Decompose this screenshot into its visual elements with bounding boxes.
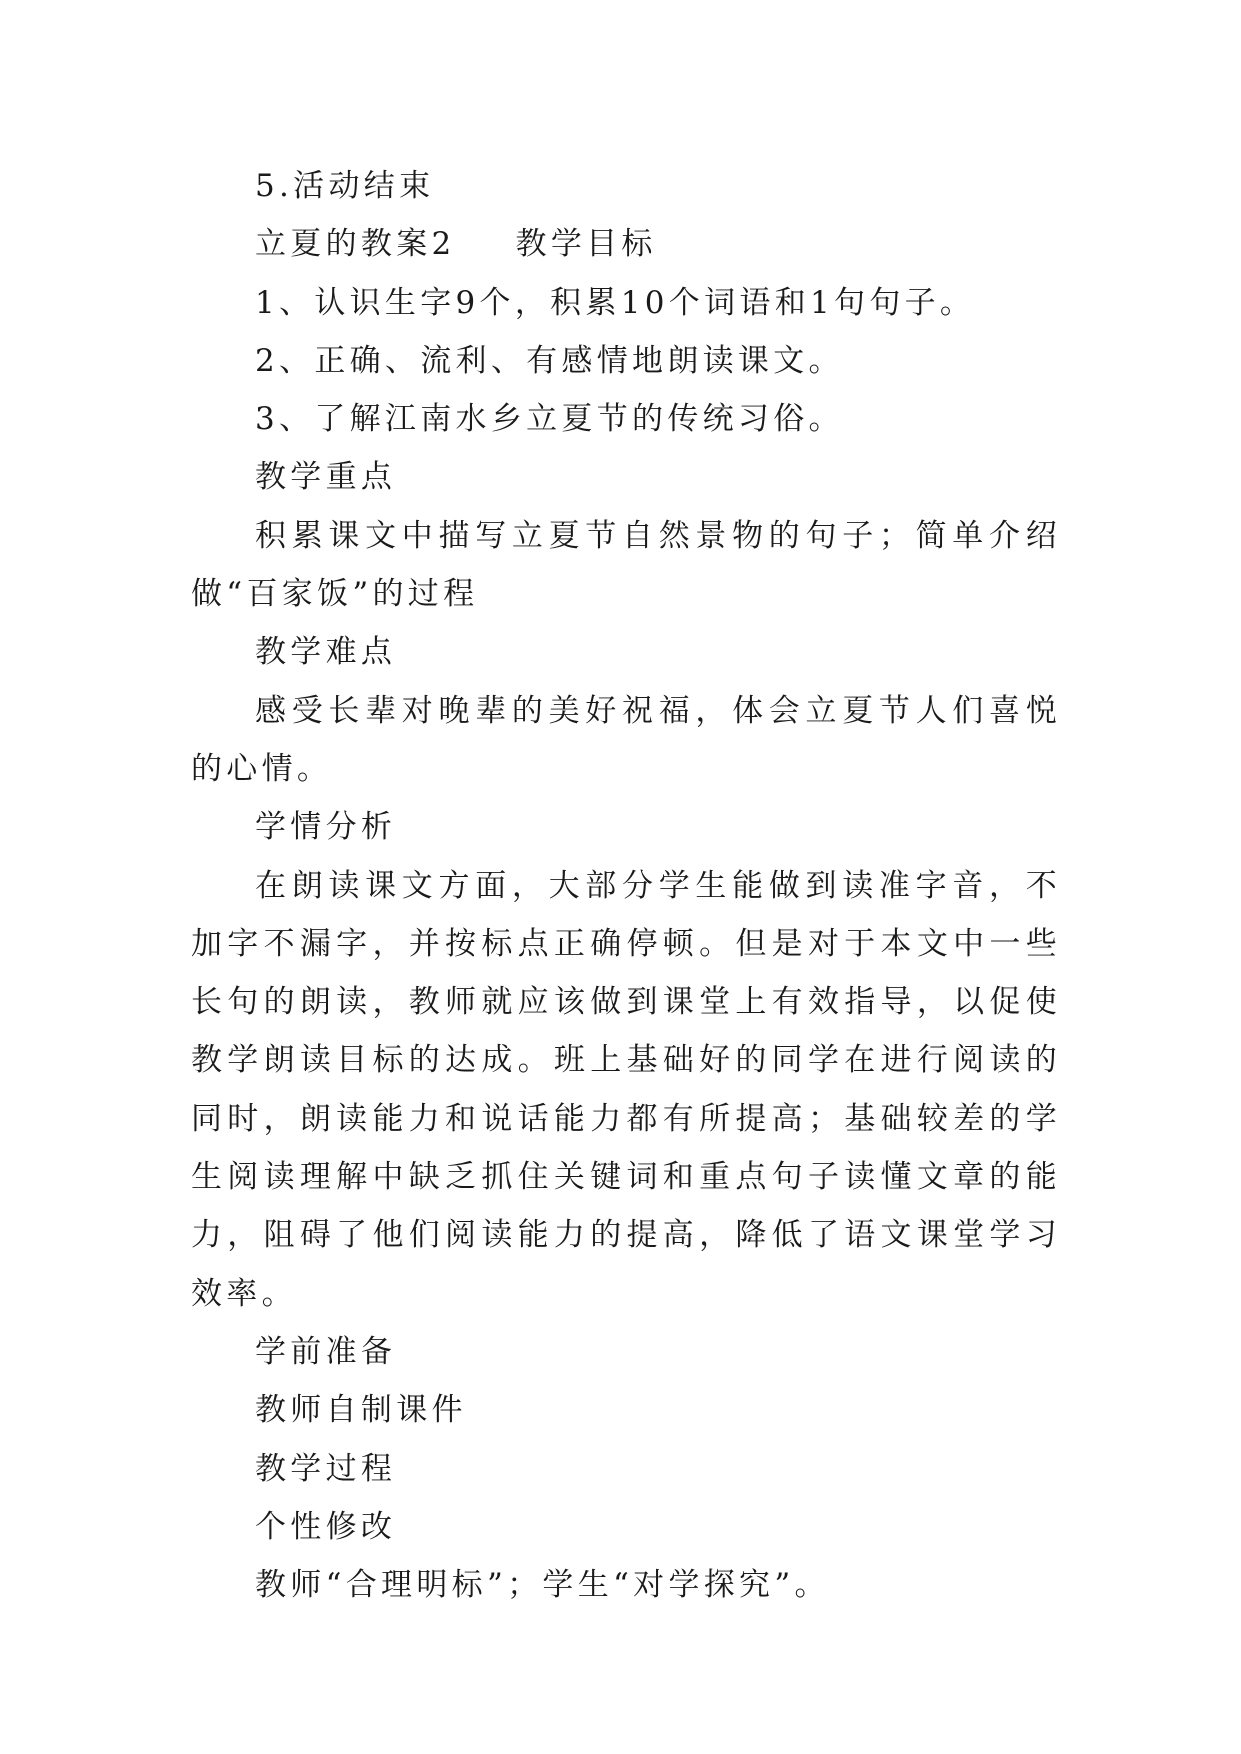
heading-difficulties: 教学难点 <box>255 634 397 671</box>
paragraph-key-points: 积累课文中描写立夏节自然景物的句子；简单介绍做“百家饭”的过程 <box>191 517 1061 613</box>
heading-key-points: 教学重点 <box>255 459 397 496</box>
goal-item-2: 2、正确、流利、有感情地朗读课文。 <box>255 342 844 379</box>
goal-item-1: 1、认识生字9个，积累10个词语和1句句子。 <box>255 284 976 321</box>
paragraph-teacher-student: 教师“合理明标”；学生“对学探究”。 <box>255 1567 830 1604</box>
paragraph-student-analysis: 在朗读课文方面，大部分学生能做到读准字音，不加字不漏字，并按标点正确停顿。但是对于本文中一些长句的朗读，教师就应该做到课堂上有效指导，以促使教学朗读目标的达成。班上基础好的同学在进行阅读的同时，朗读能力和说话能力都有所提高；基础较差的学生阅读理解中缺乏抓住关键词和重点句子读懂文章的能力，阻碍了他们阅读能力的提高，降低了语文课堂学习效率。 <box>191 867 1061 1312</box>
teaching-goals-heading: 教学目标 <box>515 226 657 263</box>
paragraph-lesson-title <box>191 215 1061 273</box>
goal-item-3: 3、了解江南水乡立夏节的传统习俗。 <box>255 401 844 438</box>
heading-teaching-process: 教学过程 <box>255 1450 397 1487</box>
document-body <box>191 157 1061 1614</box>
heading-personal-revision: 个性修改 <box>255 1508 397 1545</box>
heading-student-analysis: 学情分析 <box>255 809 397 846</box>
heading-preparation: 学前准备 <box>255 1333 397 1370</box>
paragraph-difficulties: 感受长辈对晚辈的美好祝福，体会立夏节人们喜悦的心情。 <box>191 692 1061 787</box>
lesson-title: 立夏的教案2 <box>255 226 456 263</box>
paragraph-activity-end: 5.活动结束 <box>255 168 435 204</box>
paragraph-preparation: 教师自制课件 <box>255 1392 467 1429</box>
